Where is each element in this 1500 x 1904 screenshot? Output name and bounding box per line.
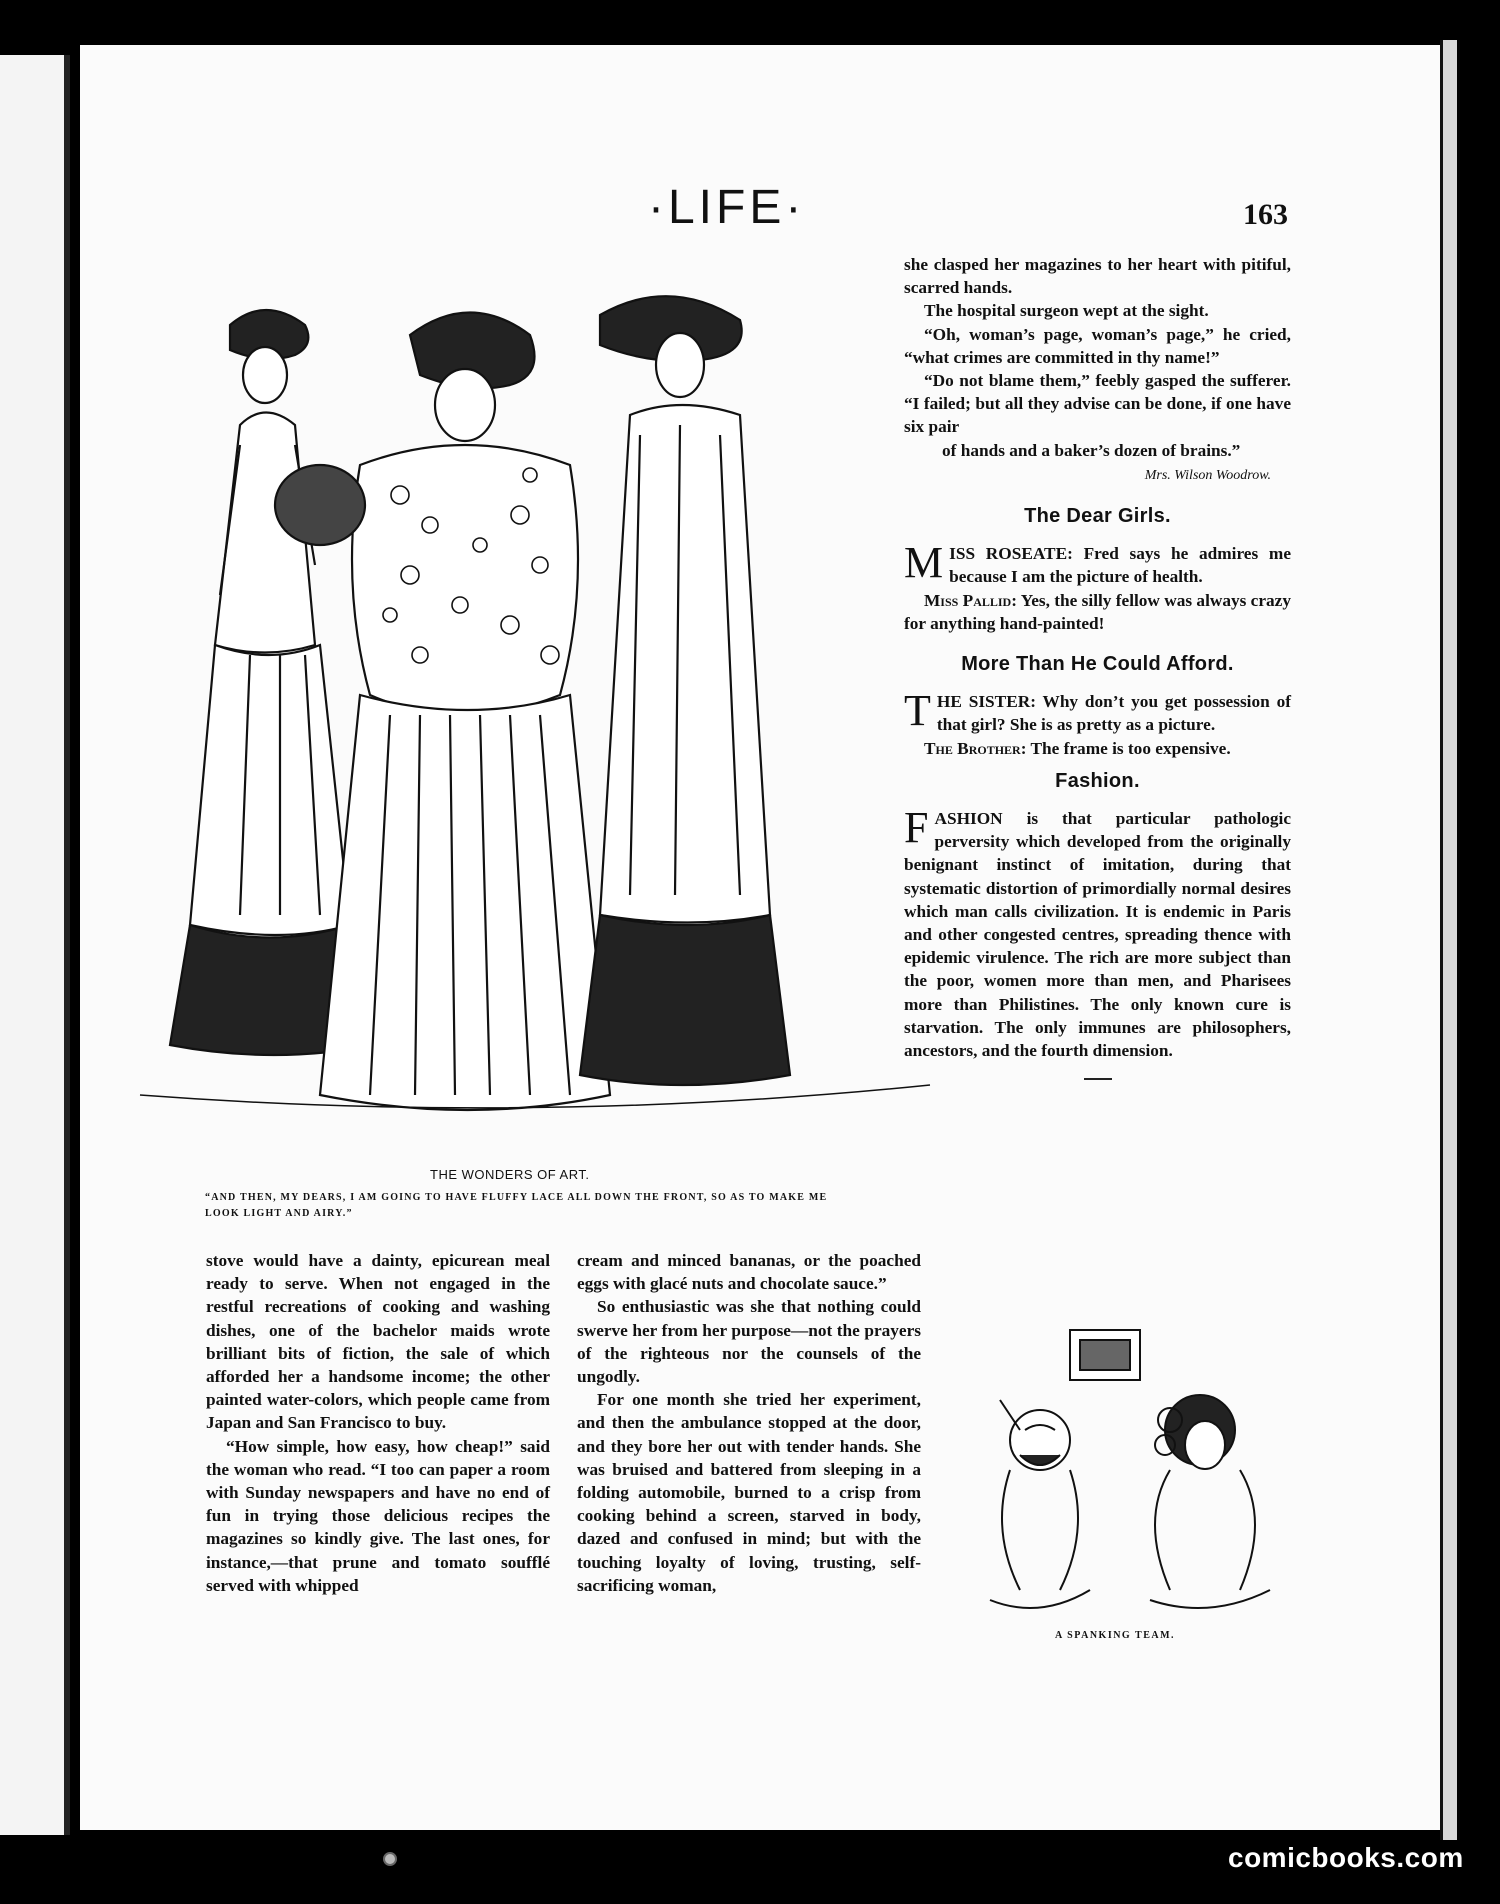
speaker-miss-roseate: ISS ROSEATE: <box>949 544 1073 564</box>
col3-paragraph-4b: of hands and a baker’s dozen of brains.” <box>942 440 1241 460</box>
speaker-brother: The Brother: <box>924 738 1027 758</box>
dropcap-t: T <box>904 686 931 736</box>
heading-more-than: More Than He Could Afford. <box>961 653 1234 676</box>
line-miss-roseate: Fred says he admires me because I am the picture of health. <box>949 544 1291 587</box>
speaker-sister: HE SISTER: <box>936 692 1036 712</box>
article-column-3 <box>904 253 1291 1080</box>
col2-paragraph-1: cream and minced bananas, or the poached eggs with glacé nuts and chocolate sauce.” <box>577 1251 921 1294</box>
small-cartoon-caption: A SPANKING TEAM. <box>1055 1630 1176 1641</box>
line-sister: Why don’t you get possession of that girl? She is as pretty as a picture. <box>936 692 1291 735</box>
author-attribution: Mrs. Wilson Woodrow. <box>1144 467 1271 483</box>
spanking-team-cartoon <box>970 1320 1300 1640</box>
site-watermark: comicbooks.com <box>1228 1842 1464 1873</box>
col3-paragraph-3: “Oh, woman’s page, woman’s page,” he cried, “what crimes are committed in thy name!” <box>904 324 1291 367</box>
section-rule <box>1084 1078 1112 1080</box>
dropcap-m: M <box>904 538 944 588</box>
col3-paragraph-1: she clasped her magazines to her heart with pitiful, scarred hands. <box>904 255 1291 298</box>
line-brother: The frame is too expensive. <box>1030 738 1231 758</box>
article-column-2 <box>577 1249 921 1597</box>
heading-dear-girls: The Dear Girls. <box>1024 505 1171 528</box>
dropcap-f: F <box>904 803 929 853</box>
heading-fashion: Fashion. <box>1055 769 1140 792</box>
col1-paragraph-1: stove would have a dainty, epicurean meal ready to serve. When not engaged in the restful recreations of cooking and washing dishes, one of the bachelor maids wrote brilliant bits of fiction, the sale of which afforded her a handsome income; the other painted water-colors, which people came from Japan and San Francisco to buy. <box>206 1251 550 1433</box>
facing-page-edge <box>0 55 70 1835</box>
binding-pin-icon <box>383 1852 397 1866</box>
col2-paragraph-3: For one month she tried her experiment, and then the ambulance stopped at the door, and they bore her out with tender hands. She was bruised and battered from sleeping in a folding automobile, burned to a crisp from cooking behind a screen, starved in body, dazed and confused in mind; but with the touching loyalty of loving, trusting, self-sacrificing woman, <box>577 1390 921 1595</box>
page-number: 163 <box>1243 198 1288 231</box>
right-woman-figure <box>580 296 790 1085</box>
page-right-edge <box>1440 40 1457 1840</box>
col2-paragraph-2: So enthusiastic was she that nothing could swerve her from her purpose—not the prayers of the righteous nor the counsels of the ungodly. <box>577 1297 921 1387</box>
fashion-lead: ASHION <box>934 809 1003 829</box>
main-caption-quote: “AND THEN, MY DEARS, I AM GOING TO HAVE FLUFFY LACE ALL DOWN THE FRONT, SO AS TO MAKE ME LOOK LIGHT AND AIRY.” <box>205 1192 828 1219</box>
col3-paragraph-2: The hospital surgeon wept at the sight. <box>924 301 1209 321</box>
main-caption-title: THE WONDERS OF ART. <box>430 1167 590 1182</box>
wonders-of-art-illustration <box>120 275 950 1155</box>
fashion-text: is that particular pathologic perversity which developed from the originally benignant instinct of imitation, during that systematic distortion of primordially normal desires which man calls civilization. It is endemic in Paris and other congested centres, spreading thence with epidemic virulence. The rich are more subject than the poor, women more than men, and Pharisees more than Philistines. The only known cure is starvation. The only immunes are philosophers, ancestors, and the fourth dimension. <box>904 809 1291 1061</box>
running-head: ·LIFE· <box>648 181 806 234</box>
col1-paragraph-2: “How simple, how easy, how cheap!” said the woman who read. “I too can paper a room with Sunday newspapers and have no end of fun in trying those delicious recipes the magazines so kindly give. The last ones, for instance,—that prune and tomato soufflé served with whipped <box>206 1436 550 1595</box>
line-miss-pallid: Yes, the silly fellow was always crazy for anything hand-painted! <box>904 590 1291 633</box>
speaker-miss-pallid: Miss Pallid: <box>924 590 1017 610</box>
article-column-1 <box>206 1249 550 1597</box>
col3-paragraph-4: “Do not blame them,” feebly gasped the sufferer. “I failed; but all they advise can be done, if one have six pair <box>904 371 1291 437</box>
